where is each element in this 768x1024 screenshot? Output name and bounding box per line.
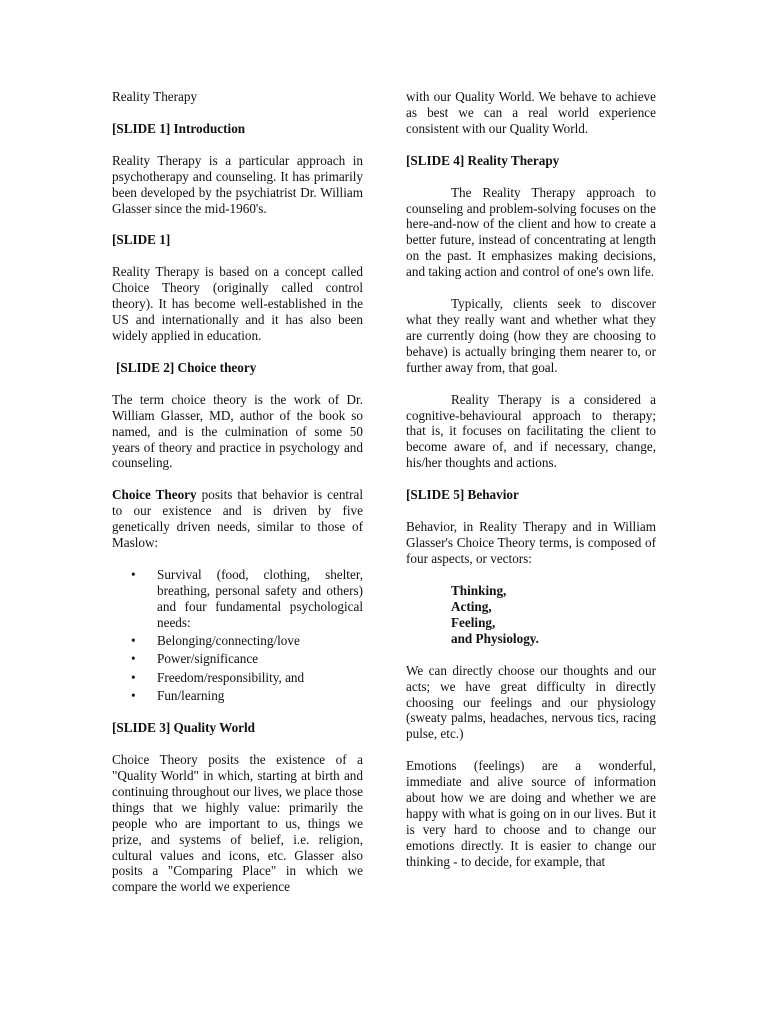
slide1-paragraph: Reality Therapy is a particular approach in psychotherapy and counseling. It has primarily been developed by the psychiatrist Dr. William Glasser since the mid-1960's. <box>112 152 363 216</box>
slide5-heading: [SLIDE 5] Behavior <box>406 487 519 503</box>
slide4-paragraph-1: The Reality Therapy approach to counseling and problem-solving focuses on the here-and-now of the client and how to create a better future, instead of concentrating at length on the past. It emphasizes making decisions, and taking action and control of one's own life. <box>406 184 656 280</box>
list-item-text: Belonging/connecting/love <box>157 633 300 649</box>
left-column <box>112 89 363 895</box>
choice-theory-term: Choice Theory <box>112 487 197 503</box>
list-item <box>131 669 363 686</box>
slide4-heading: [SLIDE 4] Reality Therapy <box>406 152 560 168</box>
slide2-paragraph-2 <box>112 487 363 551</box>
list-item <box>131 566 363 631</box>
continuation-paragraph: with our Quality World. We behave to achieve as best we can a real world experience consistent with our Quality World. <box>406 89 656 136</box>
right-column <box>406 89 656 870</box>
behavior-aspects-list <box>451 583 656 647</box>
list-item <box>131 651 363 667</box>
slide5-paragraph-3: Emotions (feelings) are a wonderful, immediate and alive source of information about how we are doing and whether we are happy with what is going on in our lives. But it is very hard to choose and to change our emotions directly. It is easier to change our thinking - to decide, for example, that <box>406 758 656 869</box>
bullet-icon: • <box>131 566 136 582</box>
slide1b-heading: [SLIDE 1] <box>112 232 171 248</box>
document-title: Reality Therapy <box>112 89 198 104</box>
list-item-text: Freedom/responsibility, and <box>157 669 305 685</box>
slide5-paragraph-1: Behavior, in Reality Therapy and in William Glasser's Choice Theory terms, is composed of four aspects, or vectors: <box>406 519 656 566</box>
bullet-icon: • <box>131 633 136 649</box>
aspect-item: Acting, <box>451 598 492 614</box>
aspect-item: Feeling, <box>451 614 496 630</box>
slide3-paragraph: Choice Theory posits the existence of a "Quality World" in which, starting at birth and continuing throughout our lives, we place those things that we highly value: primarily the people who are important to us, things we prize, and systems of belief, i.e. religion, cultural values and icons, etc. Glasser also posits a "Comparing Place" in which we compare the world we experience <box>112 752 363 895</box>
needs-list <box>112 567 363 704</box>
list-item <box>131 633 363 649</box>
list-item-text: Fun/learning <box>157 688 225 704</box>
slide2-paragraph-2-text: posits that behavior is central to our existence and is driven by five genetically driven needs, similar to those of Maslow: <box>112 487 363 551</box>
aspect-item: Thinking, <box>451 582 507 598</box>
slide4-paragraph-3: Reality Therapy is a considered a cognitive-behavioural approach to therapy; that is, it focuses on facilitating the client to become aware of, and if necessary, change, his/her thoughts and actions. <box>406 391 656 471</box>
bullet-icon: • <box>131 688 136 704</box>
list-item-text: Survival (food, clothing, shelter, breathing, personal safety and others) and four fundamental psychological needs: <box>157 566 363 630</box>
bullet-icon: • <box>131 651 136 667</box>
list-item <box>131 688 363 704</box>
slide1-heading: [SLIDE 1] Introduction <box>112 120 246 136</box>
aspect-item: and Physiology. <box>451 630 539 646</box>
bullet-icon: • <box>131 669 136 685</box>
slide4-paragraph-2: Typically, clients seek to discover what they really want and whether what they are currently doing (how they are choosing to behave) is actually bringing them nearer to, or further away from, that goal. <box>406 296 656 375</box>
slide1b-paragraph: Reality Therapy is based on a concept called Choice Theory (originally called control theory). It has become well-established in the US and internationally and it has also been widely applied in education. <box>112 264 363 343</box>
list-item-text: Power/significance <box>157 651 259 667</box>
slide3-heading: [SLIDE 3] Quality World <box>112 720 256 736</box>
slide2-heading: [SLIDE 2] Choice theory <box>116 359 257 375</box>
slide5-paragraph-2: We can directly choose our thoughts and our acts; we have great difficulty in directly choosing our feelings and our physiology (sweaty palms, headaches, nervous tics, racing pulse, etc.) <box>406 662 656 742</box>
slide2-paragraph-1: The term choice theory is the work of Dr. William Glasser, MD, author of the book so named, and is the culmination of some 50 years of theory and practice in psychology and counseling. <box>112 391 363 471</box>
